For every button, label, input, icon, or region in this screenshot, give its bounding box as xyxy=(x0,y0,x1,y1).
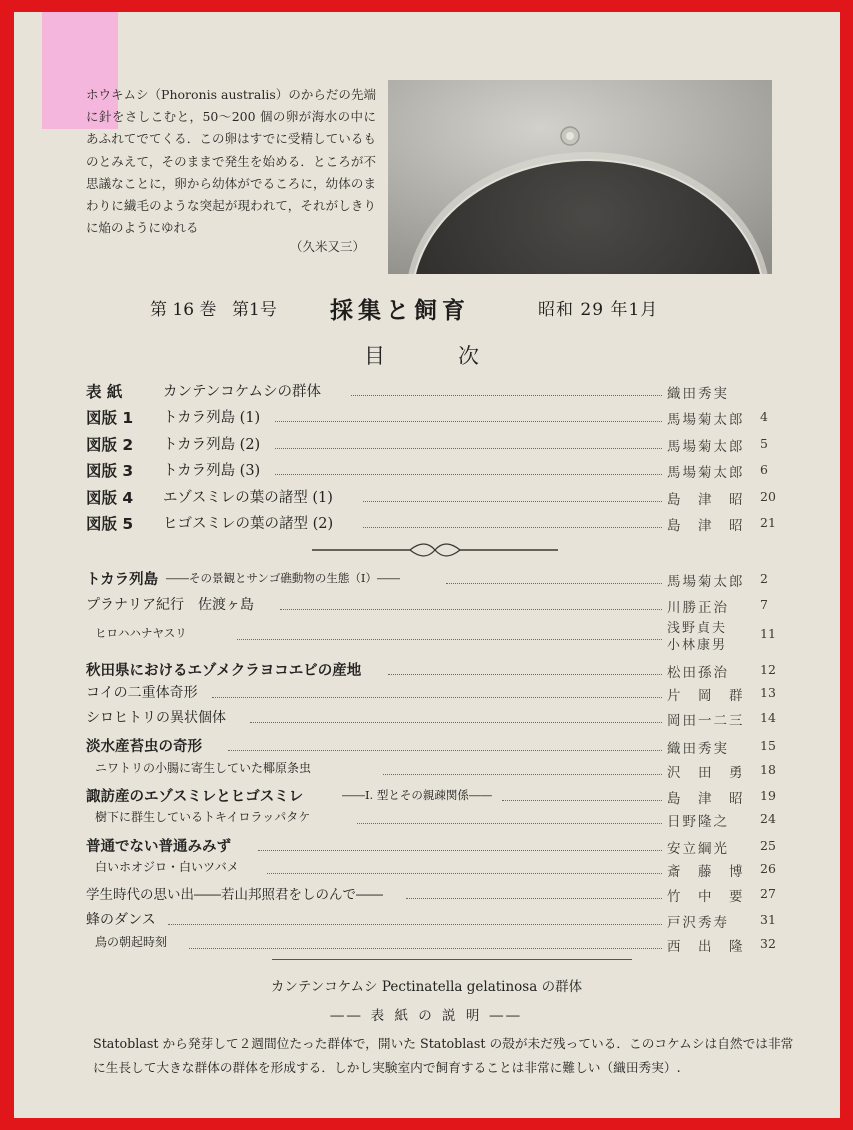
dot-leader xyxy=(383,774,662,775)
article-title: 蜂のダンス xyxy=(86,912,156,928)
article-page: 2 xyxy=(760,571,768,586)
article-subtitle: ――その景観とサンゴ礁動物の生態（I）―― xyxy=(166,571,400,585)
plate-author: 島 津 昭 xyxy=(667,492,745,508)
article-title: 普通でない普通みみず xyxy=(86,839,231,855)
journal-title: 採集と飼育 xyxy=(330,298,470,324)
article-subtitle: ――I. 型とその親疎関係―― xyxy=(342,788,492,802)
plate-page: 4 xyxy=(760,409,768,424)
article-page: 26 xyxy=(760,861,776,876)
article-title: 樹下に群生しているトキイロラッパタケ xyxy=(95,810,311,824)
toc-article-row xyxy=(0,707,853,733)
article-title: 学生時代の思い出――若山邦照君をしのんで―― xyxy=(86,887,383,903)
article-author: 川勝正治 xyxy=(667,600,729,616)
cover-photo-phoronis-egg xyxy=(388,80,772,274)
phoronis-egg-illustration xyxy=(388,80,772,274)
dot-leader xyxy=(267,873,662,874)
toc-article-row xyxy=(0,759,853,785)
plate-page: 21 xyxy=(760,515,776,530)
article-title: 諏訪産のエゾスミレとヒゴスミレ xyxy=(86,789,304,805)
dot-leader xyxy=(228,750,662,751)
journal-header xyxy=(150,292,750,324)
article-author: 馬場菊太郎 xyxy=(667,574,745,590)
dot-leader xyxy=(258,850,662,851)
article-author: 竹 中 要 xyxy=(667,889,745,905)
article-title: トカラ列島 xyxy=(86,572,159,588)
article-author: 沢 田 勇 xyxy=(667,765,745,781)
article-author: 西 出 隆 xyxy=(667,939,745,955)
plate-author: 馬場菊太郎 xyxy=(667,439,745,455)
article-author: 戸沢秀寿 xyxy=(667,915,729,931)
dot-leader xyxy=(275,421,662,422)
plate-author: 馬場菊太郎 xyxy=(667,412,745,428)
article-page: 32 xyxy=(760,936,776,951)
article-title: 白いホオジロ・白いツバメ xyxy=(95,860,239,874)
dot-leader xyxy=(212,697,662,698)
article-author: 織田秀実 xyxy=(667,741,729,757)
toc-plate-row xyxy=(0,459,853,485)
article-author: 斎 藤 博 xyxy=(667,864,745,880)
plate-label: 図版 3 xyxy=(86,462,134,480)
toc-article-row xyxy=(0,568,853,594)
plate-author: 馬場菊太郎 xyxy=(667,465,745,481)
article-title: プラナリア紀行 佐渡ヶ島 xyxy=(86,597,254,613)
issue-date: 昭和 29 年1月 xyxy=(538,300,659,320)
plate-page: 20 xyxy=(760,489,776,504)
toc-article-row xyxy=(0,858,853,884)
article-author: 日野隆之 xyxy=(667,814,729,830)
article-page: 18 xyxy=(760,762,776,777)
issue-number: 第1号 xyxy=(232,300,277,320)
dot-leader xyxy=(237,639,662,640)
article-page: 15 xyxy=(760,738,776,753)
plate-label: 表 紙 xyxy=(86,383,123,401)
toc-article-row xyxy=(0,808,853,834)
dot-leader xyxy=(275,448,662,449)
dot-leader xyxy=(275,474,662,475)
dot-leader xyxy=(363,527,662,528)
article-author: 島 津 昭 xyxy=(667,791,745,807)
article-page: 31 xyxy=(760,912,776,927)
plate-title: トカラ列島 (1) xyxy=(163,410,261,426)
article-author: 浅野貞夫 xyxy=(667,621,728,636)
caption-credit: （久米又三） xyxy=(290,239,366,254)
article-title: ニワトリの小腸に寄生していた椰原条虫 xyxy=(95,761,312,775)
dot-leader xyxy=(502,800,662,801)
plate-author: 島 津 昭 xyxy=(667,518,745,534)
dot-leader xyxy=(388,674,662,675)
article-title: シロヒトリの異状個体 xyxy=(86,710,226,726)
plate-title: ヒゴスミレの葉の諸型 (2) xyxy=(163,516,334,532)
article-page: 27 xyxy=(760,886,776,901)
toc-article-row xyxy=(0,933,853,959)
toc-article-row xyxy=(0,883,853,909)
article-author: 片 岡 群 xyxy=(667,688,745,704)
cover-description-title: カンテンコケムシ Pectinatella gelatinosa の群体 xyxy=(270,979,583,995)
article-page: 12 xyxy=(760,662,776,677)
dot-leader xyxy=(168,924,662,925)
article-page: 11 xyxy=(760,626,776,641)
toc-article-row xyxy=(0,682,853,708)
article-page: 25 xyxy=(760,838,776,853)
toc-plate-row xyxy=(0,512,853,538)
dot-leader xyxy=(189,948,662,949)
article-page: 13 xyxy=(760,685,776,700)
dot-leader xyxy=(363,501,662,502)
article-author: 松田孫治 xyxy=(667,665,729,681)
toc-plate-row xyxy=(0,433,853,459)
dot-leader xyxy=(250,722,662,723)
article-page: 24 xyxy=(760,811,776,826)
plate-title: トカラ列島 (2) xyxy=(163,437,261,453)
article-page: 7 xyxy=(760,597,768,612)
dot-leader xyxy=(446,583,662,584)
toc-plate-row xyxy=(0,406,853,432)
photo-caption: ホウキムシ（Phoronis australis）のからだの先端に針をさしこむと，50～200 個の卵が海水の中にあふれてでてくる．この卵はすでに受精しているものとみえて，そのままで発生を始める．ところが不思議なことに，卵から幼体がでるころに，幼体のまわりに繊毛のような突起が現われて，それがしきりに焔のようにゆれる xyxy=(86,87,376,236)
toc-article-row xyxy=(0,735,853,761)
plate-page: 5 xyxy=(760,436,768,451)
ornamental-divider xyxy=(312,540,558,560)
plate-author: 織田秀実 xyxy=(667,386,729,402)
dot-leader xyxy=(280,609,662,610)
plate-page: 6 xyxy=(760,462,768,477)
volume-number: 第 16 巻 xyxy=(150,300,217,320)
article-author-2: 小林康男 xyxy=(667,638,728,653)
toc-article-row xyxy=(0,621,853,653)
toc-article-row xyxy=(0,909,853,935)
article-title: 鳥の朝起時刻 xyxy=(95,935,168,949)
plate-title: カンテンコケムシの群体 xyxy=(163,384,322,400)
plate-title: エゾスミレの葉の諸型 (1) xyxy=(163,490,333,506)
article-title: 秋田県におけるエゾメクラヨコエビの産地 xyxy=(86,663,362,679)
article-title: コイの二重体奇形 xyxy=(86,685,198,701)
dot-leader xyxy=(351,395,662,396)
dot-leader xyxy=(357,823,662,824)
article-title: ヒロハハナヤスリ xyxy=(95,626,187,640)
article-page: 14 xyxy=(760,710,776,725)
cover-description-subtitle: ―― 表 紙 の 説 明 ―― xyxy=(330,1008,523,1024)
plate-label: 図版 5 xyxy=(86,515,134,533)
bottom-rule xyxy=(272,959,632,960)
article-page: 19 xyxy=(760,788,776,803)
toc-plate-row xyxy=(0,380,853,406)
plate-title: トカラ列島 (3) xyxy=(163,463,261,479)
toc-plate-row xyxy=(0,486,853,512)
plate-label: 図版 4 xyxy=(86,489,134,507)
cover-description-text: Statoblast から発芽して２週間位たった群体で，開いた Statoblast の殻が未だ残っている．このコケムシは自然では非常に生長して大きな群体の群体を形成する．しかし実験室内で飼育することは非常に難しい（織田秀実）. xyxy=(93,1036,794,1075)
plate-label: 図版 1 xyxy=(86,409,134,427)
article-author: 安立綱光 xyxy=(667,841,729,857)
article-author: 岡田一二三 xyxy=(667,713,745,729)
table-of-contents-heading: 目 次 xyxy=(364,344,479,368)
dot-leader xyxy=(406,898,662,899)
article-title: 淡水産苔虫の奇形 xyxy=(86,739,202,755)
plate-label: 図版 2 xyxy=(86,436,134,454)
